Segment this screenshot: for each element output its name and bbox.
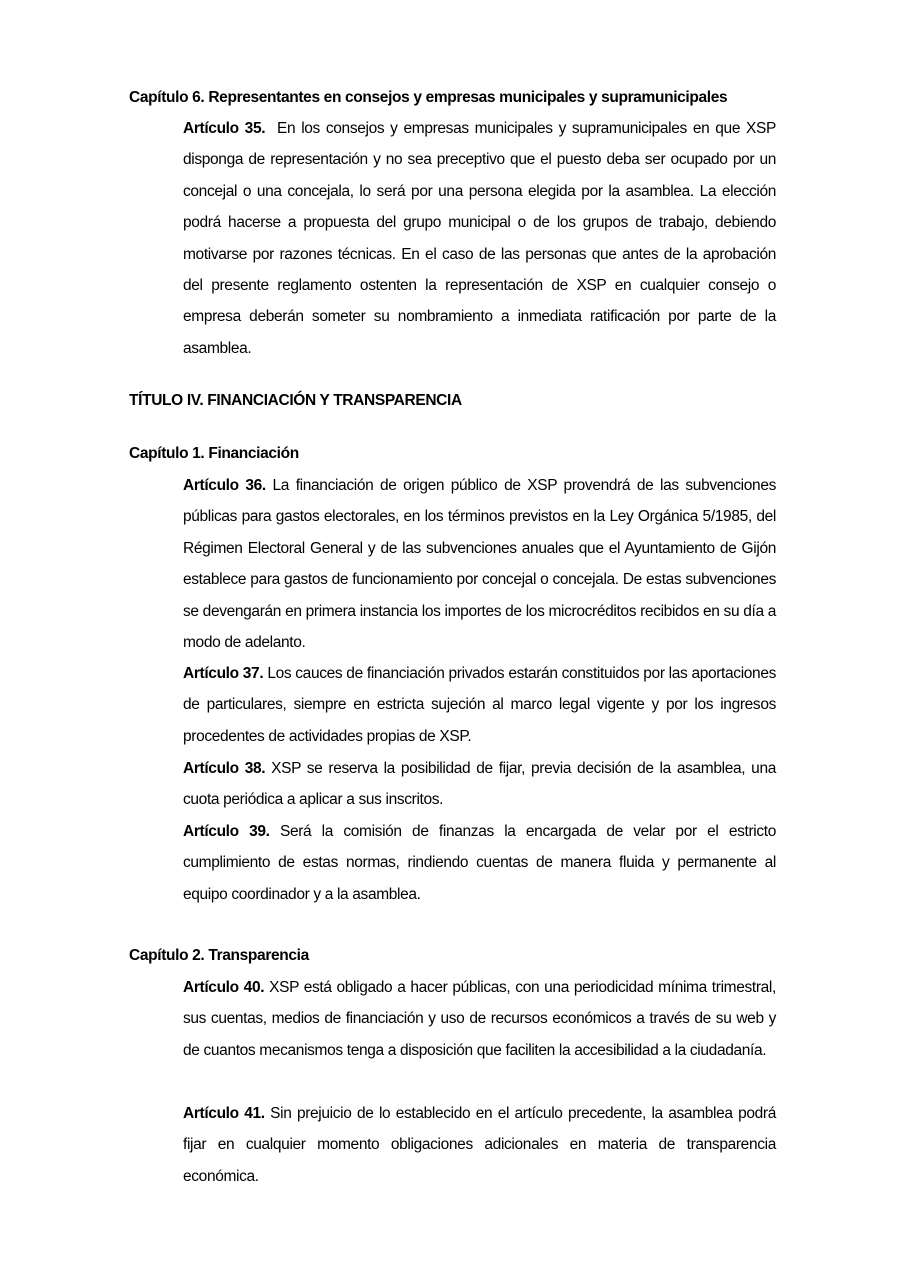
- chapter-1-heading: Capítulo 1. Financiación: [129, 445, 299, 462]
- article-39-text: Será la comisión de finanzas la encargada de velar por el estricto cumplimiento de estas normas, rindiendo cuentas de manera fluida y permanente al equipo coordinador y a la asamblea.: [183, 823, 776, 903]
- article-41-text: Sin prejuicio de lo establecido en el artículo precedente, la asamblea podrá fijar en cualquier momento obligaciones adicionales en materia de transparencia económica.: [183, 1105, 776, 1185]
- article-38: [183, 753, 776, 816]
- title-iv-heading: TÍTULO IV. FINANCIACIÓN Y TRANSPARENCIA: [129, 392, 462, 409]
- article-35-text: En los consejos y empresas municipales y supramunicipales en que XSP disponga de representación y no sea preceptivo que el puesto deba ser ocupado por un concejal o una concejala, lo será por una persona elegida por la asamblea. La elección podrá hacerse a propuesta del grupo municipal o de los grupos de trabajo, debiendo motivarse por razones técnicas. En el caso de las personas que antes de la aprobación del presente reglamento ostenten la representación de XSP en cualquier consejo o empresa deberán someter su nombramiento a inmediata ratificación por parte de la asamblea.: [183, 120, 776, 357]
- article-36: [183, 470, 776, 658]
- article-39: [183, 816, 776, 910]
- article-36-label: Artículo 36.: [183, 477, 266, 494]
- article-35: [183, 113, 776, 364]
- article-40: [183, 972, 776, 1066]
- article-37-text: Los cauces de financiación privados estarán constituidos por las aportaciones de particulares, siempre en estricta sujeción al marco legal vigente y por los ingresos procedentes de actividades propias de XSP.: [183, 665, 776, 745]
- article-40-label: Artículo 40.: [183, 979, 265, 996]
- article-37-label: Artículo 37.: [183, 665, 264, 682]
- article-39-label: Artículo 39.: [183, 823, 270, 840]
- article-40-text: XSP está obligado a hacer públicas, con una periodicidad mínima trimestral, sus cuentas, medios de financiación y uso de recursos económicos a través de su web y de cuantos mecanismos tenga a disposición que faciliten la accesibilidad a la ciudadanía.: [183, 979, 776, 1059]
- article-36-text: La financiación de origen público de XSP provendrá de las subvenciones públicas para gastos electorales, en los términos previstos en la Ley Orgánica 5/1985, del Régimen Electoral General y de las subvenciones anuales que el Ayuntamiento de Gijón establece para gastos de funcionamiento por concejal o concejala. De estas subvenciones se devengarán en primera instancia los importes de los microcréditos recibidos en su día a modo de adelanto.: [183, 477, 776, 652]
- chapter-2-heading: Capítulo 2. Transparencia: [129, 947, 309, 964]
- article-38-text: XSP se reserva la posibilidad de fijar, previa decisión de la asamblea, una cuota periódica a aplicar a sus inscritos.: [183, 760, 776, 809]
- article-41-label: Artículo 41.: [183, 1105, 265, 1122]
- article-41: [183, 1098, 776, 1192]
- article-37: [183, 658, 776, 752]
- chapter-6-heading: Capítulo 6. Representantes en consejos y empresas municipales y supramunicipales: [129, 89, 728, 106]
- article-38-label: Artículo 38.: [183, 760, 266, 777]
- article-35-label: Artículo 35.: [183, 120, 266, 137]
